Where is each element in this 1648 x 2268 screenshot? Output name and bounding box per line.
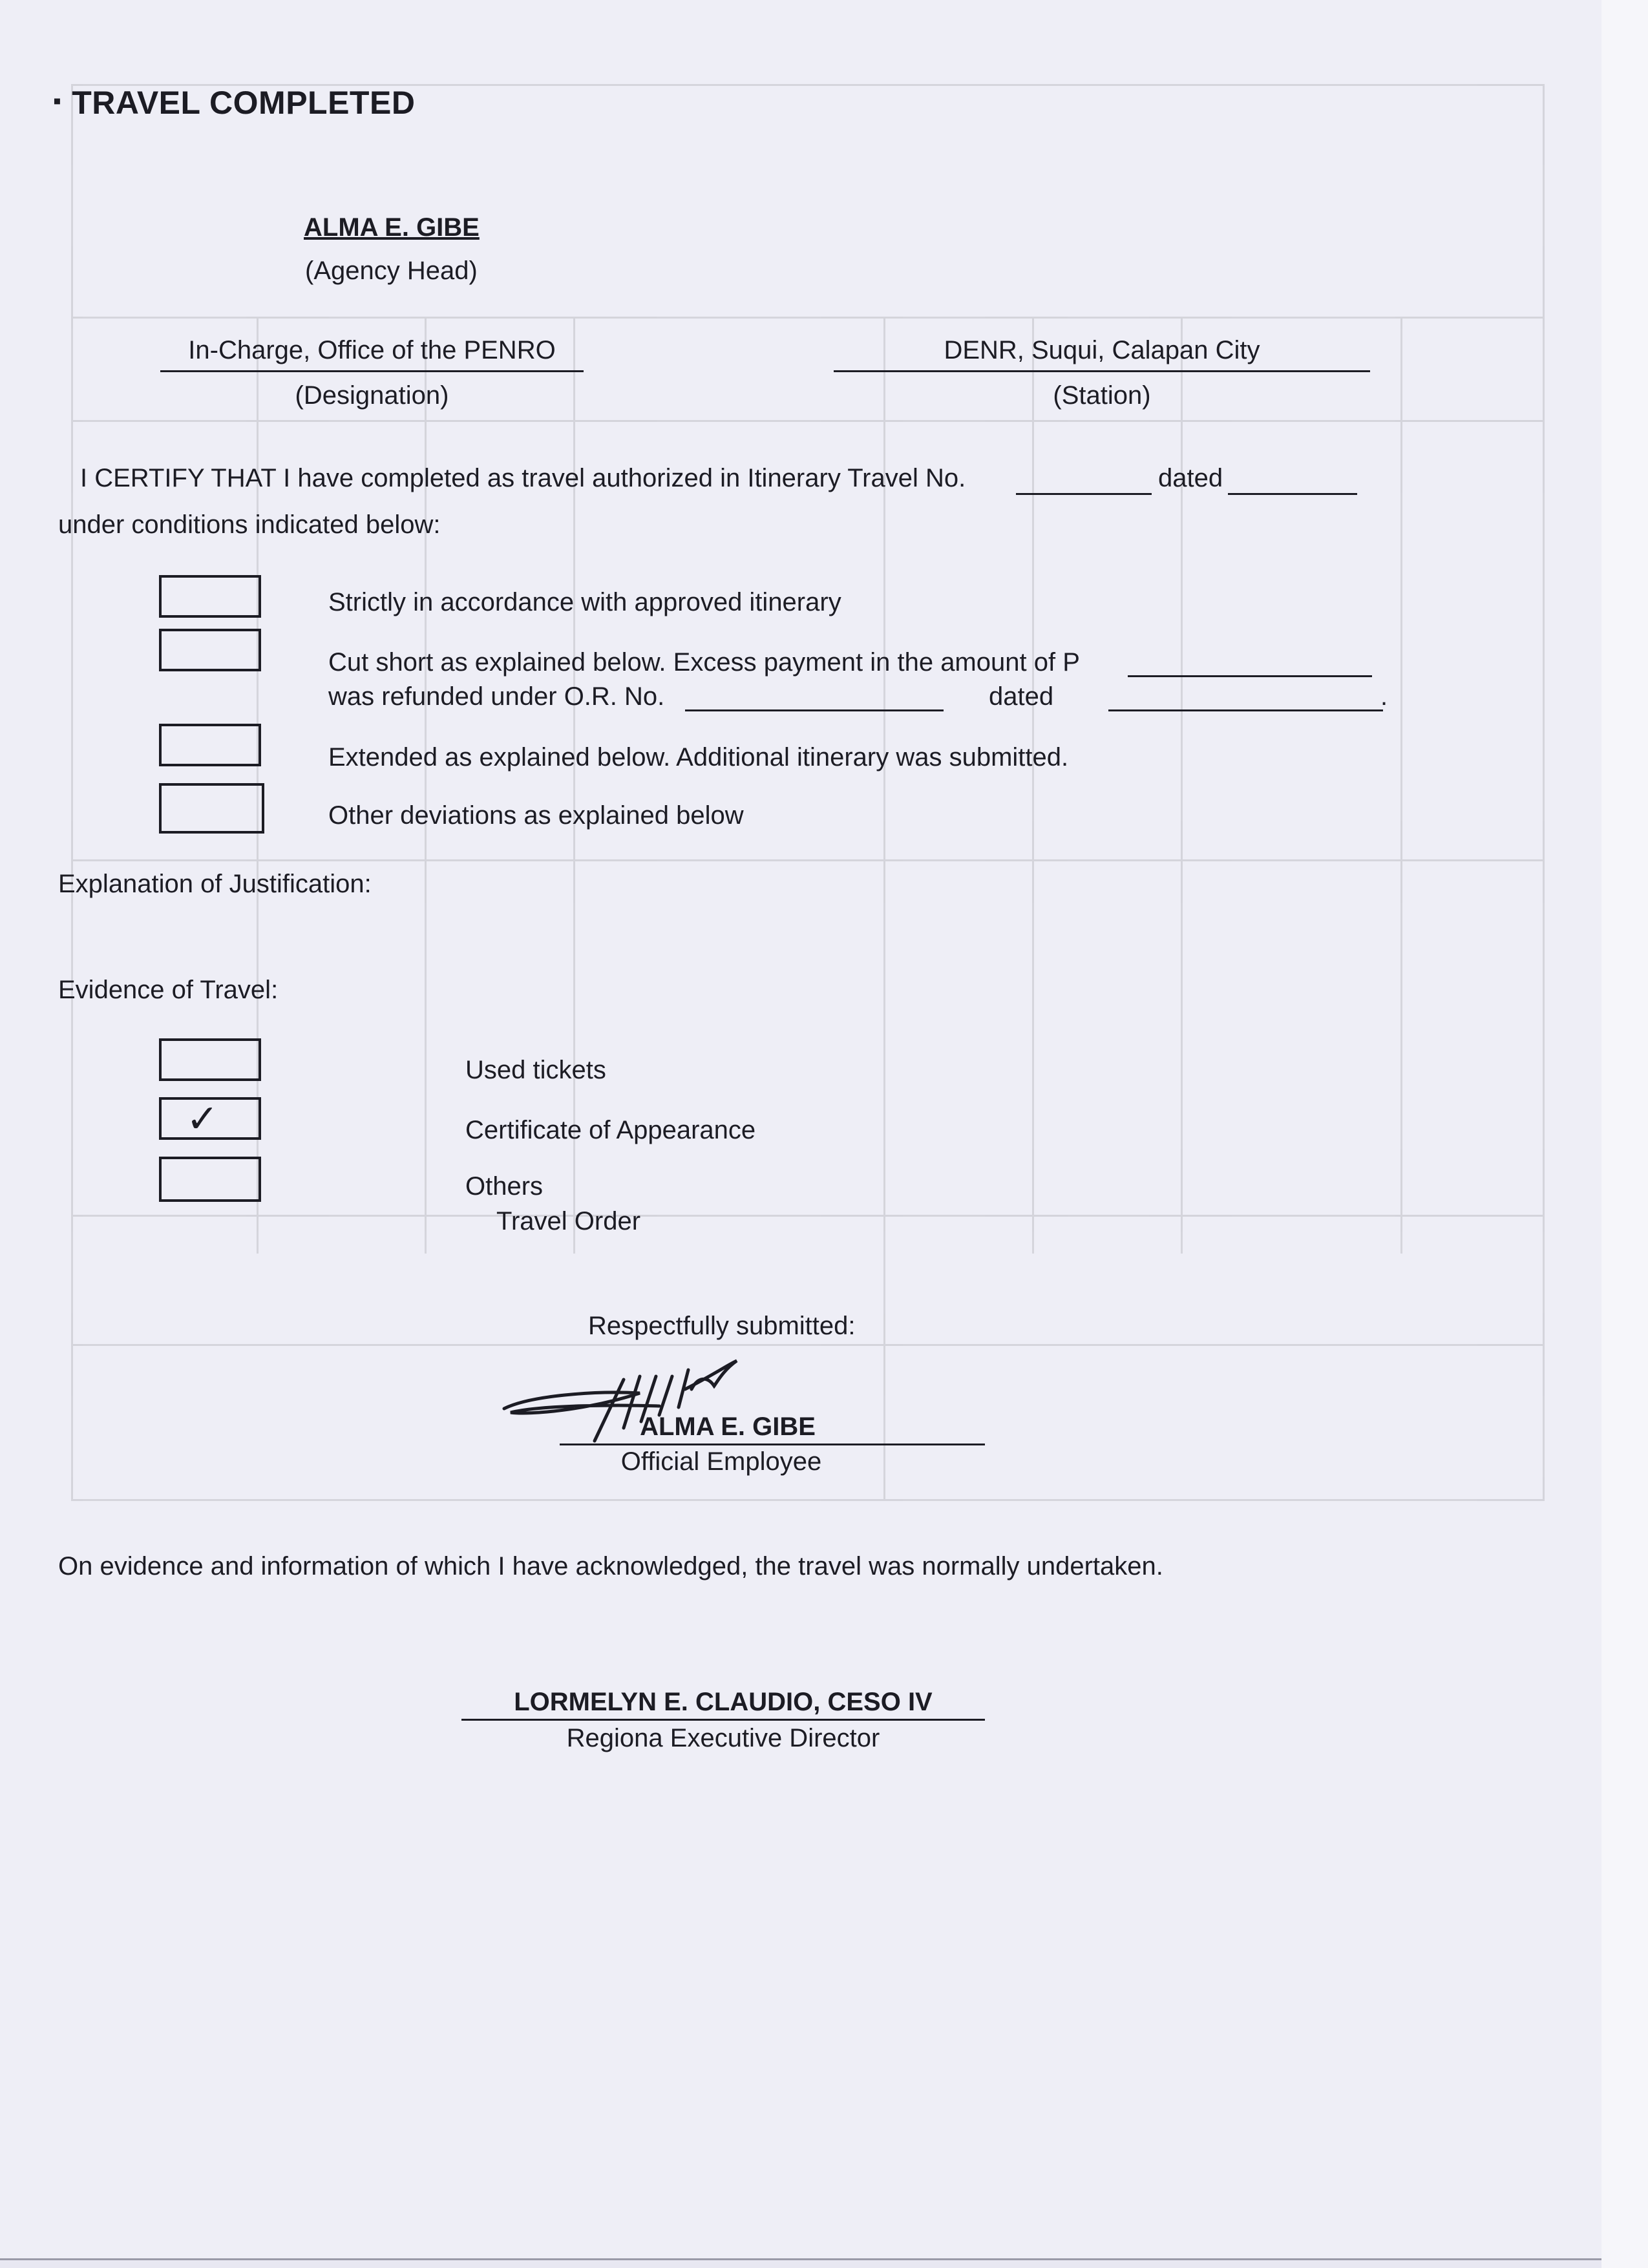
certify-dated-label: dated (1158, 464, 1223, 492)
refund-dated-label: dated (989, 682, 1054, 711)
page-title (53, 84, 415, 121)
scan-edge (1601, 0, 1648, 2268)
submitted-rule (560, 1444, 985, 1445)
condition-checkbox-extended[interactable] (159, 724, 261, 766)
acknowledgement-text: On evidence and information of which I have acknowledged, the travel was normally undertaken. (58, 1552, 1163, 1580)
condition-label-strict: Strictly in accordance with approved itinerary (328, 588, 841, 616)
agency-head-caption: (Agency Head) (305, 257, 478, 285)
evidence-label-used-tickets: Used tickets (465, 1056, 606, 1084)
scan-bottom-edge (0, 2258, 1601, 2260)
submitted-label: Respectfully submitted: (588, 1312, 856, 1340)
refund-date-blank[interactable] (1108, 709, 1383, 711)
or-number-blank[interactable] (685, 709, 944, 711)
certify-date-blank[interactable] (1228, 493, 1357, 495)
explanation-label: Explanation of Justification: (58, 870, 372, 898)
certify-line-1: I CERTIFY THAT I have completed as travel authorized in Itinerary Travel No. (80, 464, 966, 492)
evidence-label-certificate: Certificate of Appearance (465, 1116, 756, 1144)
evidence-checkbox-others[interactable] (159, 1157, 261, 1202)
condition-label-refunded: was refunded under O.R. No. (328, 682, 665, 711)
condition-checkbox-other[interactable] (159, 783, 264, 834)
condition-label-extended: Extended as explained below. Additional itinerary was submitted. (328, 743, 1069, 772)
station-rule (834, 370, 1370, 372)
evidence-label: Evidence of Travel: (58, 976, 279, 1004)
condition-label-other: Other deviations as explained below (328, 801, 744, 830)
submitted-name: ALMA E. GIBE (640, 1412, 816, 1441)
title-bullet: ▪ (53, 87, 62, 114)
evidence-checkbox-used-tickets[interactable] (159, 1038, 261, 1081)
evidence-others-detail: Travel Order (496, 1207, 641, 1235)
condition-checkbox-strict[interactable] (159, 575, 261, 618)
designation-rule (160, 370, 584, 372)
designation-value: In-Charge, Office of the PENRO (188, 336, 556, 364)
director-name: LORMELYN E. CLAUDIO, CESO IV (514, 1688, 933, 1716)
page-title-text: TRAVEL COMPLETED (72, 85, 416, 121)
station-caption: (Station) (1053, 381, 1151, 410)
director-caption: Regiona Executive Director (566, 1724, 880, 1752)
certify-line-2: under conditions indicated below: (58, 510, 441, 539)
evidence-checkbox-certificate[interactable] (159, 1097, 261, 1140)
director-rule (461, 1719, 985, 1721)
excess-amount-blank[interactable] (1128, 675, 1372, 677)
station-value: DENR, Suqui, Calapan City (944, 336, 1260, 364)
condition-label-cut-short: Cut short as explained below. Excess payment in the amount of P (328, 648, 1080, 677)
agency-head-name: ALMA E. GIBE (304, 213, 480, 242)
refund-end-mark: . (1380, 682, 1388, 711)
condition-checkbox-cut-short[interactable] (159, 629, 261, 671)
designation-caption: (Designation) (295, 381, 449, 410)
evidence-label-others: Others (465, 1172, 544, 1201)
check-icon: ✓ (186, 1097, 219, 1140)
submitted-caption: Official Employee (620, 1447, 822, 1476)
itinerary-number-blank[interactable] (1016, 493, 1152, 495)
